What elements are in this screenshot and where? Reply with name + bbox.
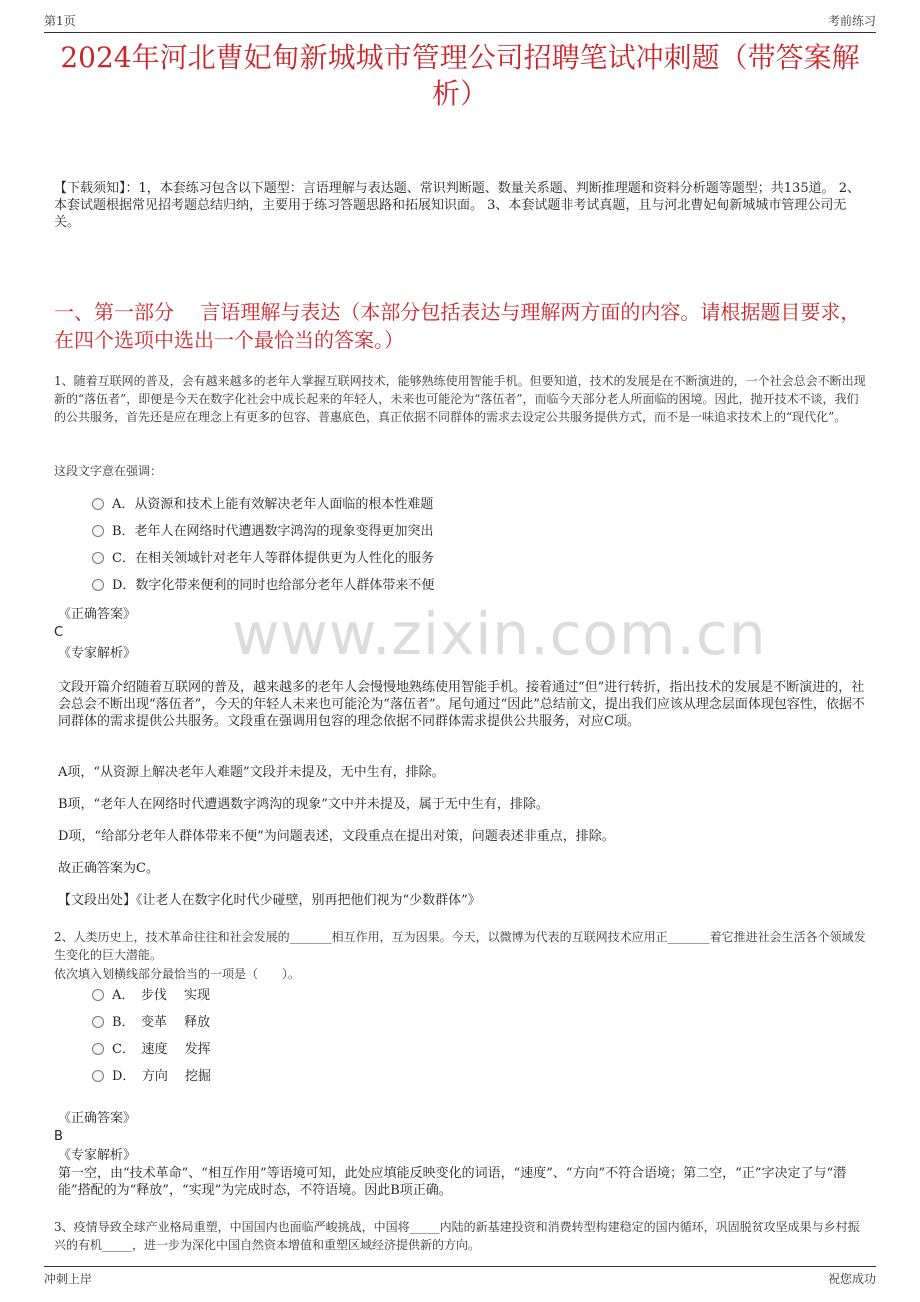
q1-option-b[interactable] bbox=[92, 523, 434, 541]
q1-answer: C bbox=[54, 625, 64, 640]
option-text: C．在相关领域针对老年人等群体提供更为人性化的服务 bbox=[112, 551, 434, 566]
footer-left: 冲刺上岸 bbox=[44, 1272, 93, 1286]
q1-option-c[interactable] bbox=[92, 550, 434, 568]
q1-option-a[interactable] bbox=[92, 496, 433, 514]
header-label: 考前练习 bbox=[827, 14, 876, 28]
q2-option-a[interactable] bbox=[92, 987, 210, 1005]
q1-analysis-paragraph: 文段开篇介绍随着互联网的普及，越来越多的老年人会慢慢地熟练使用智能手机。接着通过“但”进行转折，指出技术的发展是不断演进的，社会总会不断出现“落伍者”，今天的年轻人未来也可能沦为“落伍者”。尾句通过“因此”总结前文，提出我们应该从理念层面体现包容性，依据不同群体的需求提供公共服务。文段重在强调用包容的理念依据不同群体需求提供公共服务，对应C项。 bbox=[58, 680, 865, 729]
radio-icon[interactable] bbox=[92, 1043, 104, 1055]
radio-icon[interactable] bbox=[92, 1070, 104, 1082]
section-title: 一、第一部分 言语理解与表达（本部分包括表达与理解两方面的内容。请根据题目要求，在四个选项中选出一个最恰当的答案。） bbox=[54, 300, 861, 352]
q2-answer-label: 《正确答案》 bbox=[58, 1111, 137, 1126]
option-text: D．数字化带来便利的同时也给部分老年人群体带来不便 bbox=[112, 578, 435, 593]
option-text: A．从资源和技术上能有效解决老年人面临的根本性难题 bbox=[112, 497, 434, 512]
header-rule bbox=[44, 32, 876, 33]
radio-icon[interactable] bbox=[92, 525, 104, 537]
q1-source: 【文段出处】《让老人在数字化时代少碰壁，别再把他们视为“少数群体”》 bbox=[58, 893, 481, 908]
page-header bbox=[44, 12, 876, 30]
footer-right: 祝您成功 bbox=[827, 1272, 876, 1286]
download-notice: 【下载须知】：1，本套练习包含以下题型：言语理解与表达题、常识判断题、数量关系题、判断推理题和资料分析题等题型；共135道。 2、本套试题根据常见招考题总结归纳，主要用于练习答题思路和拓展知识面。 3、本套试题非考试真题，且与河北曹妃甸新城城市管理公司无关。 bbox=[54, 181, 860, 230]
q2-analysis-label: 《专家解析》 bbox=[58, 1148, 137, 1163]
question-1-prompt: 这段文字意在强调： bbox=[54, 464, 163, 478]
radio-icon[interactable] bbox=[92, 498, 104, 510]
q2-option-b[interactable] bbox=[92, 1014, 210, 1032]
radio-icon[interactable] bbox=[92, 579, 104, 591]
question-2-prompt: 依次填入划横线部分最恰当的一项是（ ）。 bbox=[54, 967, 301, 981]
document-title: 2024年河北曹妃甸新城城市管理公司招聘笔试冲刺题（带答案解析） bbox=[60, 41, 860, 110]
q2-analysis: 第一空，由“技术革命”、“相互作用”等语境可知，此处应填能反映变化的词语，“速度”、“方向”不符合语境；第二空，“正”字决定了与“潜能”搭配的为“释放”，“实现”为完成时态，不符语境。因此B项正确。 bbox=[58, 1166, 847, 1198]
footer-rule bbox=[44, 1266, 876, 1267]
question-2-stem: 2、人类历史上，技术革命往往和社会发展的_______相互作用，互为因果。今天，以微博为代表的互联网技术应用正_______着它推进社会生活各个领域发生变化的巨大潜能。 bbox=[54, 930, 866, 962]
q1-analysis-option-d: D项，“给部分老年人群体带来不便”为问题表述，文段重点在提出对策，问题表述非重点，排除。 bbox=[58, 829, 615, 844]
q2-option-c[interactable] bbox=[92, 1041, 211, 1059]
question-3-stem: 3、疫情导致全球产业格局重塑，中国国内也面临严峻挑战，中国将_____内陆的新基建投资和消费转型构建稳定的国内循环，巩固脱贫攻坚成果与乡村振兴的有机_____，进一步为深化中国自然资本增值和重塑区域经济提供新的方向。 bbox=[54, 1220, 860, 1252]
option-text: A． 步伐 实现 bbox=[112, 988, 211, 1003]
option-text: C． 速度 发挥 bbox=[112, 1042, 211, 1057]
q1-analysis-conclusion: 故正确答案为C。 bbox=[58, 861, 159, 876]
q1-answer-label: 《正确答案》 bbox=[58, 607, 137, 622]
q1-analysis-label: 《专家解析》 bbox=[58, 646, 137, 661]
option-text: B． 变革 释放 bbox=[112, 1015, 211, 1030]
radio-icon[interactable] bbox=[92, 989, 104, 1001]
question-1-stem: 1、随着互联网的普及，会有越来越多的老年人掌握互联网技术，能够熟练使用智能手机。但要知道，技术的发展是在不断演进的，一个社会总会不断出现新的“落伍者”，即便是今天在数字化社会中成长起来的年轻人，未来也可能沦为“落伍者”，而临今天部分老人所面临的困境。因此，抛开技术不谈，我们的公共服务，首先还是应在理念上有更多的包容、普惠底色，真正依据不同群体的需求去设定公共服务提供方式，而不是一味追求技术上的“现代化”。 bbox=[54, 374, 866, 424]
radio-icon[interactable] bbox=[92, 1016, 104, 1028]
page-number: 第1页 bbox=[44, 14, 76, 28]
q1-option-d[interactable] bbox=[92, 577, 434, 595]
q2-answer: B bbox=[54, 1129, 63, 1144]
q1-analysis-option-a: A项，“从资源上解决老年人难题”文段并未提及，无中生有，排除。 bbox=[58, 765, 445, 780]
watermark: www.zixin.com.cn bbox=[232, 600, 767, 668]
q2-option-d[interactable] bbox=[92, 1068, 211, 1086]
option-text: B．老年人在网络时代遭遇数字鸿沟的现象变得更加突出 bbox=[112, 524, 434, 539]
radio-icon[interactable] bbox=[92, 552, 104, 564]
option-text: D． 方向 挖掘 bbox=[112, 1069, 212, 1084]
q1-analysis-option-b: B项，“老年人在网络时代遭遇数字鸿沟的现象”文中并未提及，属于无中生有，排除。 bbox=[58, 797, 549, 812]
